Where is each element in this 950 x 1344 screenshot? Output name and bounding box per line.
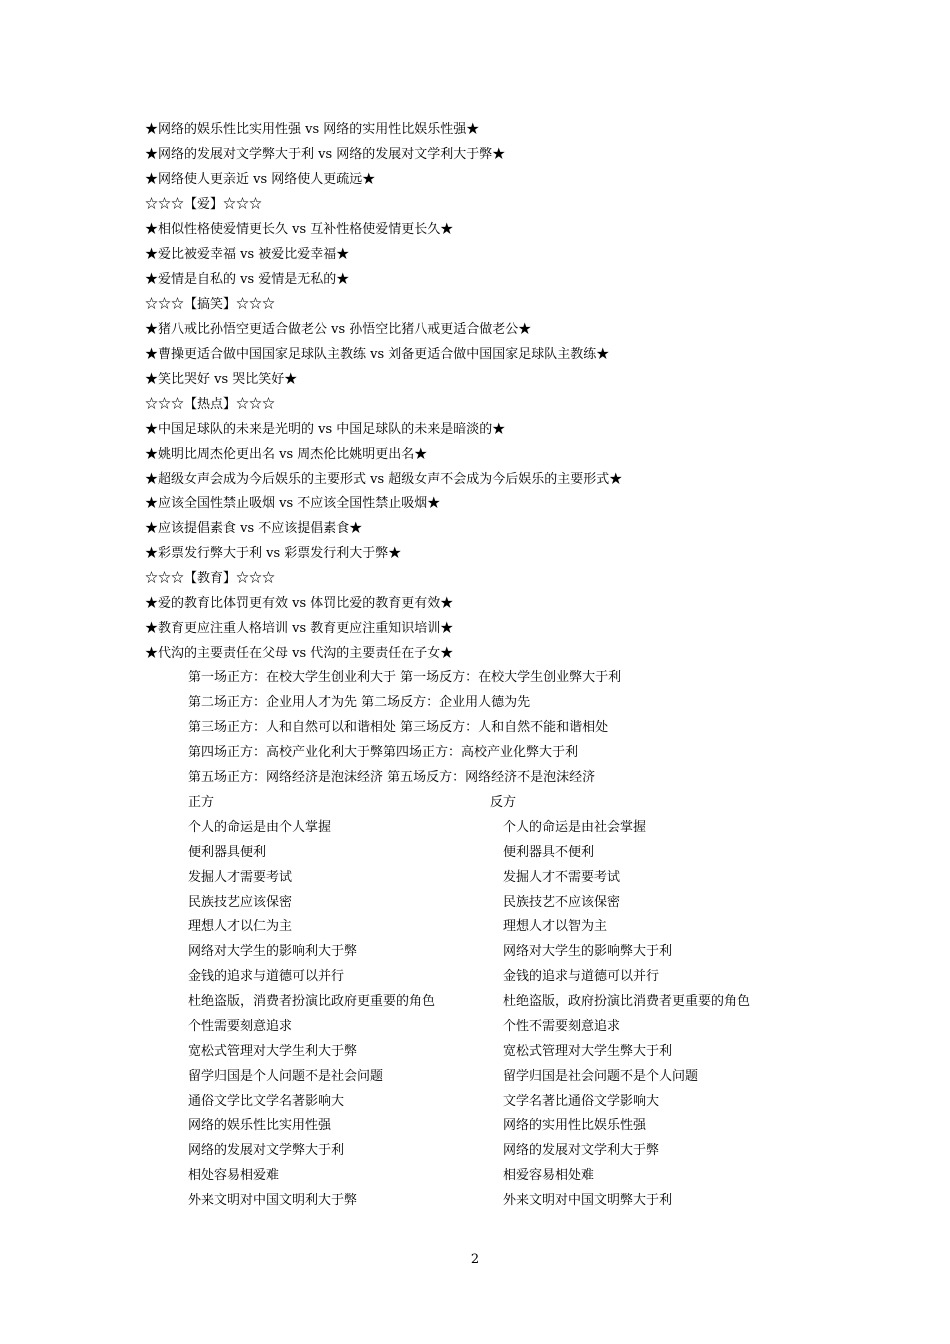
topic-line: ★网络的发展对文学弊大于利 vs 网络的发展对文学利大于弊★: [145, 147, 506, 162]
negative-motion: 宽松式管理对大学生弊大于利: [503, 1044, 673, 1059]
section-heading: ☆☆☆【爱】☆☆☆: [145, 197, 263, 212]
negative-motion: 个人的命运是由社会掌握: [503, 820, 647, 835]
topic-line: ★彩票发行弊大于利 vs 彩票发行利大于弊★: [145, 546, 402, 561]
affirmative-motion: 网络对大学生的影响利大于弊: [188, 944, 358, 959]
negative-motion: 网络对大学生的影响弊大于利: [503, 944, 673, 959]
topic-line: ★网络的娱乐性比实用性强 vs 网络的实用性比娱乐性强★: [145, 122, 480, 137]
affirmative-motion: 个人的命运是由个人掌握: [188, 820, 332, 835]
topic-line: ★猪八戒比孙悟空更适合做老公 vs 孙悟空比猪八戒更适合做老公★: [145, 322, 532, 337]
topic-line: ★中国足球队的未来是光明的 vs 中国足球队的未来是暗淡的★: [145, 422, 506, 437]
round-line: 第四场正方：高校产业化利大于弊第四场正方：高校产业化弊大于利: [188, 745, 579, 760]
round-line: 第一场正方：在校大学生创业利大于 第一场反方：在校大学生创业弊大于利: [188, 670, 622, 685]
negative-header: 反方: [490, 795, 517, 810]
affirmative-motion: 便利器具便利: [188, 845, 267, 860]
negative-motion: 理想人才以智为主: [503, 919, 608, 934]
section-heading: ☆☆☆【热点】☆☆☆: [145, 397, 276, 412]
section-heading: ☆☆☆【教育】☆☆☆: [145, 571, 276, 586]
affirmative-motion: 民族技艺应该保密: [188, 895, 293, 910]
topic-line: ★爱情是自私的 vs 爱情是无私的★: [145, 272, 350, 287]
topic-line: ★爱比被爱幸福 vs 被爱比爱幸福★: [145, 247, 350, 262]
affirmative-motion: 金钱的追求与道德可以并行: [188, 969, 345, 984]
negative-motion: 网络的发展对文学利大于弊: [503, 1143, 660, 1158]
section-heading: ☆☆☆【搞笑】☆☆☆: [145, 297, 276, 312]
affirmative-header: 正方: [188, 795, 215, 810]
topic-line: ★应该全国性禁止吸烟 vs 不应该全国性禁止吸烟★: [145, 496, 441, 511]
topic-line: ★曹操更适合做中国国家足球队主教练 vs 刘备更适合做中国国家足球队主教练★: [145, 347, 610, 362]
negative-motion: 个性不需要刻意追求: [503, 1019, 621, 1034]
affirmative-motion: 个性需要刻意追求: [188, 1019, 293, 1034]
negative-motion: 文学名著比通俗文学影响大: [503, 1094, 660, 1109]
affirmative-motion: 发掘人才需要考试: [188, 870, 293, 885]
affirmative-motion: 外来文明对中国文明利大于弊: [188, 1193, 358, 1208]
affirmative-motion: 宽松式管理对大学生利大于弊: [188, 1044, 358, 1059]
topic-line: ★教育更应注重人格培训 vs 教育更应注重知识培训★: [145, 621, 454, 636]
affirmative-motion: 相处容易相爱难: [188, 1168, 280, 1183]
negative-motion: 外来文明对中国文明弊大于利: [503, 1193, 673, 1208]
negative-motion: 发掘人才不需要考试: [503, 870, 621, 885]
negative-motion: 民族技艺不应该保密: [503, 895, 621, 910]
topic-line: ★超级女声会成为今后娱乐的主要形式 vs 超级女声不会成为今后娱乐的主要形式★: [145, 472, 623, 487]
affirmative-motion: 留学归国是个人问题不是社会问题: [188, 1069, 384, 1084]
negative-motion: 网络的实用性比娱乐性强: [503, 1118, 647, 1133]
topic-line: ★爱的教育比体罚更有效 vs 体罚比爱的教育更有效★: [145, 596, 454, 611]
round-line: 第二场正方：企业用人才为先 第二场反方：企业用人德为先: [188, 695, 531, 710]
topic-line: ★网络使人更亲近 vs 网络使人更疏远★: [145, 172, 376, 187]
negative-motion: 金钱的追求与道德可以并行: [503, 969, 660, 984]
topic-line: ★代沟的主要责任在父母 vs 代沟的主要责任在子女★: [145, 646, 454, 661]
topic-line: ★相似性格使爱情更长久 vs 互补性格使爱情更长久★: [145, 222, 454, 237]
negative-motion: 留学归国是社会问题不是个人问题: [503, 1069, 699, 1084]
topic-line: ★笑比哭好 vs 哭比笑好★: [145, 372, 298, 387]
round-line: 第五场正方：网络经济是泡沫经济 第五场反方：网络经济不是泡沫经济: [188, 770, 596, 785]
page-number: 2: [470, 1252, 480, 1267]
round-line: 第三场正方：人和自然可以和谐相处 第三场反方：人和自然不能和谐相处: [188, 720, 609, 735]
affirmative-motion: 通俗文学比文学名著影响大: [188, 1094, 345, 1109]
affirmative-motion: 理想人才以仁为主: [188, 919, 293, 934]
negative-motion: 杜绝盗版，政府扮演比消费者更重要的角色: [503, 994, 751, 1009]
affirmative-motion: 网络的娱乐性比实用性强: [188, 1118, 332, 1133]
topic-line: ★姚明比周杰伦更出名 vs 周杰伦比姚明更出名★: [145, 447, 428, 462]
negative-motion: 便利器具不便利: [503, 845, 595, 860]
negative-motion: 相爱容易相处难: [503, 1168, 595, 1183]
topic-line: ★应该提倡素食 vs 不应该提倡素食★: [145, 521, 363, 536]
affirmative-motion: 杜绝盗版，消费者扮演比政府更重要的角色: [188, 994, 436, 1009]
affirmative-motion: 网络的发展对文学弊大于利: [188, 1143, 345, 1158]
